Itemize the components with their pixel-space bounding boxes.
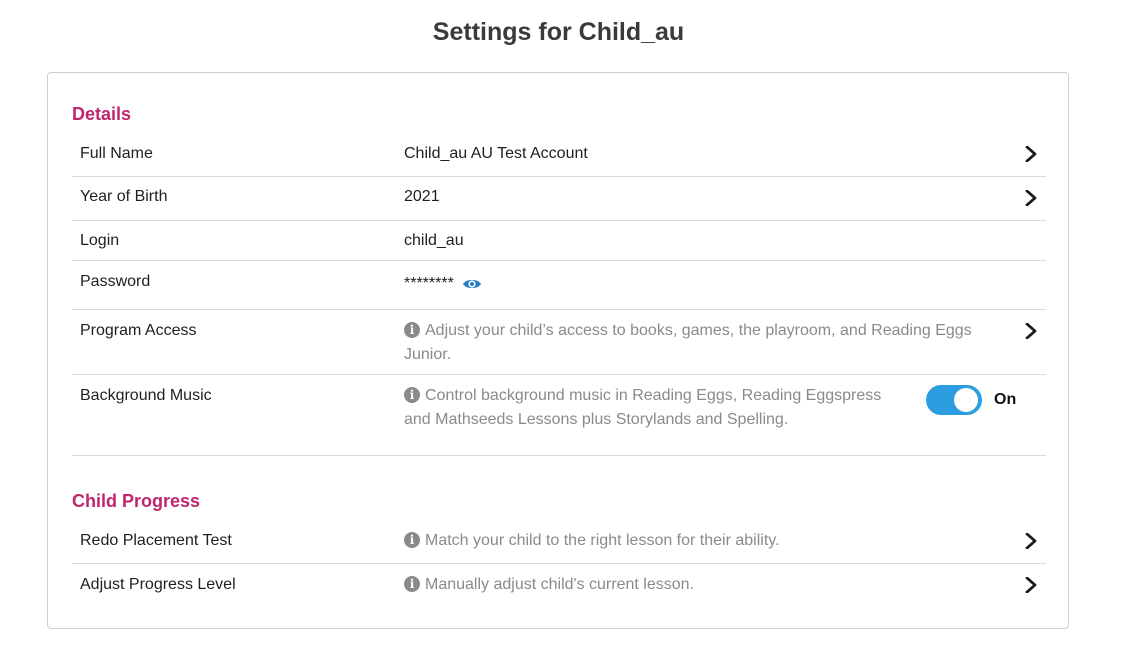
password-value-wrap — [404, 275, 482, 293]
background-music-description-wrap — [404, 384, 909, 432]
redo-placement-description: Match your child to the right lesson for their ability. — [425, 532, 780, 549]
row-redo-placement-test[interactable] — [72, 520, 1046, 564]
chevron-right-icon[interactable] — [1024, 146, 1038, 162]
redo-placement-description-wrap — [404, 529, 964, 553]
program-access-label: Program Access — [80, 322, 197, 339]
chevron-right-icon[interactable] — [1024, 533, 1038, 549]
year-of-birth-label: Year of Birth — [80, 188, 168, 205]
chevron-right-icon[interactable] — [1024, 577, 1038, 593]
chevron-right-icon[interactable] — [1024, 190, 1038, 206]
details-section-title: Details — [72, 104, 132, 124]
page-title: Settings for Child_au — [432, 18, 685, 46]
password-label: Password — [80, 273, 151, 290]
full-name-value: Child_au AU Test Account — [404, 145, 588, 162]
background-music-toggle[interactable] — [926, 385, 982, 415]
adjust-progress-description: Manually adjust child's current lesson. — [425, 576, 694, 593]
program-access-description-wrap — [404, 319, 1004, 367]
program-access-description: Adjust your child’s access to books, games, the playroom, and Reading Eggs Junior. — [404, 322, 972, 363]
child-progress-section-title: Child Progress — [72, 491, 201, 511]
background-music-label: Background Music — [80, 387, 212, 404]
row-program-access[interactable] — [72, 310, 1046, 375]
info-icon: i — [404, 387, 420, 403]
login-label: Login — [80, 232, 120, 249]
year-of-birth-value: 2021 — [404, 188, 440, 205]
adjust-progress-label: Adjust Progress Level — [80, 576, 236, 593]
info-icon: i — [404, 576, 420, 592]
password-value: ******** — [404, 275, 454, 292]
background-music-toggle-label: On — [994, 391, 1017, 408]
row-adjust-progress-level[interactable] — [72, 564, 1046, 608]
login-value: child_au — [404, 232, 464, 249]
info-icon: i — [404, 322, 420, 338]
info-icon: i — [404, 532, 420, 548]
eye-icon[interactable] — [462, 277, 482, 291]
background-music-description: Control background music in Reading Eggs, Reading Eggspress and Mathseeds Lessons plus Storylands and Spelling. — [404, 387, 882, 428]
row-login — [72, 221, 1046, 261]
toggle-knob — [954, 388, 978, 412]
row-full-name[interactable] — [72, 133, 1046, 177]
chevron-right-icon[interactable] — [1024, 323, 1038, 339]
full-name-label: Full Name — [80, 145, 153, 162]
row-password — [72, 261, 1046, 310]
settings-card — [47, 72, 1069, 629]
row-year-of-birth[interactable] — [72, 177, 1046, 221]
adjust-progress-description-wrap — [404, 573, 964, 597]
row-background-music — [72, 375, 1046, 456]
redo-placement-label: Redo Placement Test — [80, 532, 232, 549]
